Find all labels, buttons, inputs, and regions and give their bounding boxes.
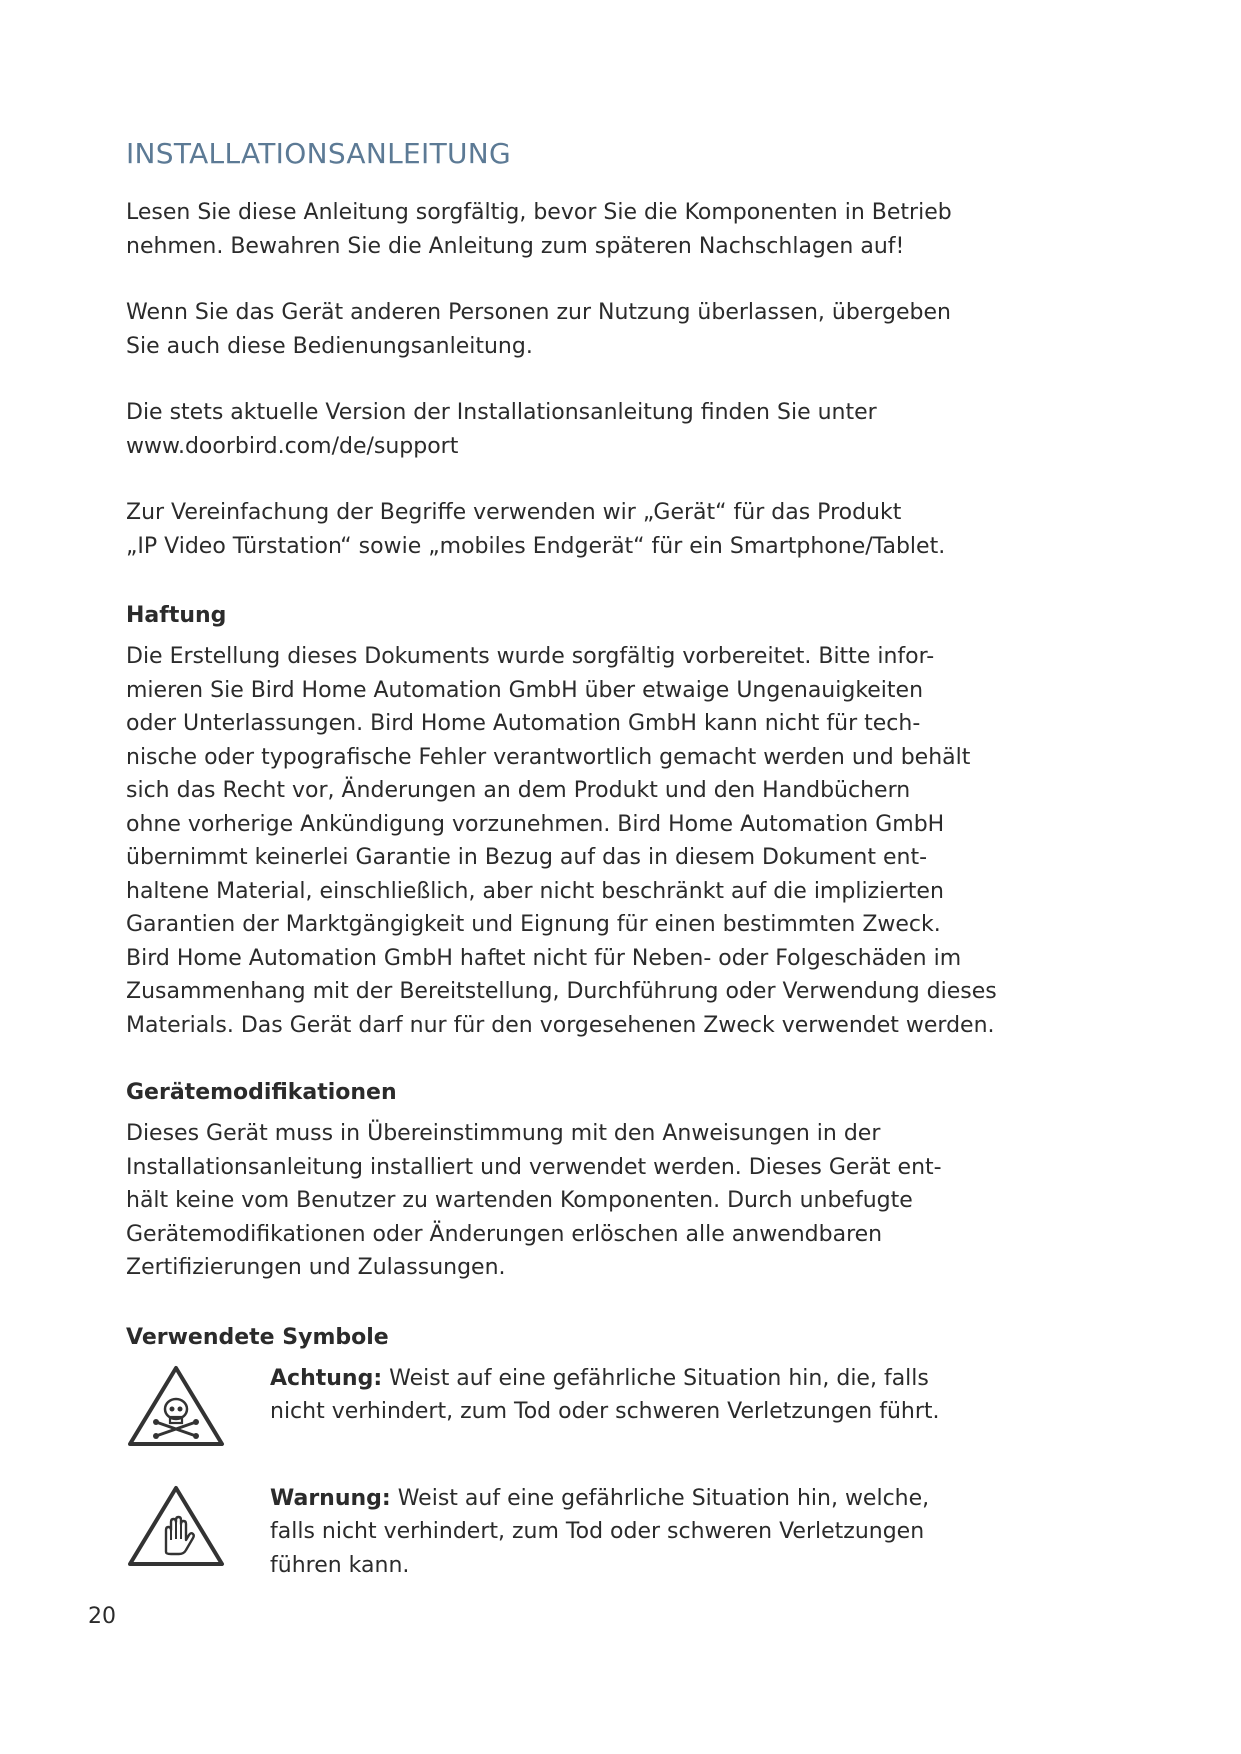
hand-warning-icon	[126, 1484, 226, 1570]
intro-paragraph-1: Lesen Sie diese Anleitung sorgfältig, bevor Sie die Komponenten in Betrieb nehmen. Bewahren Sie die Anleitung zum späteren Nachschlagen auf!	[126, 200, 952, 259]
section-haftung	[126, 599, 1146, 1042]
symbol-text-warnung	[270, 1480, 929, 1583]
symbol-row-warnung	[126, 1480, 1146, 1583]
intro-paragraph-3: Die stets aktuelle Version der Installationsanleitung finden Sie unter www.doorbird.com/de/support	[126, 400, 877, 459]
section-body-geraetemodifikationen: Dieses Gerät muss in Übereinstimmung mit den Anweisungen in der Installationsanleitung installiert und verwendet werden. Dieses Gerät ent- hält keine vom Benutzer zu wartenden Komponenten. Durch unbefugte Gerätemodifikationen oder Änderungen erlöschen alle anwendbaren Zertifizierungen und Zulassungen.	[126, 1121, 942, 1280]
section-verwendete-symbole	[126, 1321, 1146, 1583]
symbol-description-achtung: Weist auf eine gefährliche Situation hin, die, falls nicht verhindert, zum Tod oder schweren Verletzungen führt.	[270, 1365, 940, 1424]
symbol-term-warnung: Warnung:	[270, 1485, 391, 1511]
section-heading-symbole: Verwendete Symbole	[126, 1324, 389, 1350]
section-body-haftung: Die Erstellung dieses Dokuments wurde sorgfältig vorbereitet. Bitte infor- mieren Sie Bird Home Automation GmbH über etwaige Ungenauigkeiten oder Unterlassungen. Bird Home Automation GmbH kann nicht für tech- nische oder typografische Fehler verantwortlich gemacht werden und behält sich das Recht vor, Änderungen an dem Produkt und den Handbüchern ohne vorherige Ankündigung vorzunehmen. Bird Home Automation GmbH übernimmt keinerlei Garantie in Bezug auf das in diesem Dokument ent- haltene Material, einschließlich, aber nicht beschränkt auf die implizierten Garantien der Marktgängigkeit und Eignung für einen bestimmten Zweck. Bird Home Automation GmbH haftet nicht für Neben- oder Folgeschäden im Zusammenhang mit der Bereitstellung, Durchführung oder Verwendung dieses Materials. Das Gerät darf nur für den vorgesehenen Zweck verwendet werden.	[126, 644, 997, 1038]
symbol-term-achtung: Achtung:	[270, 1365, 383, 1391]
page-number: 20	[88, 1604, 116, 1629]
symbol-row-achtung	[126, 1360, 1146, 1450]
section-geraetemodifikationen	[126, 1076, 1146, 1285]
symbol-description-warnung: Weist auf eine gefährliche Situation hin, welche, falls nicht verhindert, zum Tod oder schweren Verletzungen führen kann.	[270, 1485, 930, 1578]
section-heading-geraetemodifikationen: Gerätemodifikationen	[126, 1080, 397, 1105]
intro-paragraph-2: Wenn Sie das Gerät anderen Personen zur Nutzung überlassen, übergeben Sie auch diese Bedienungsanleitung.	[126, 300, 951, 359]
section-heading-haftung: Haftung	[126, 603, 227, 628]
page-content	[126, 134, 1146, 1600]
page-title: INSTALLATIONSANLEITUNG	[126, 137, 512, 170]
symbol-text-achtung	[270, 1360, 940, 1429]
intro-paragraph-4: Zur Vereinfachung der Begriffe verwenden wir „Gerät“ für das Produkt „IP Video Türstation“ sowie „mobiles Endgerät“ für ein Smartphone/Tablet.	[126, 500, 946, 559]
skull-warning-icon	[126, 1364, 226, 1450]
